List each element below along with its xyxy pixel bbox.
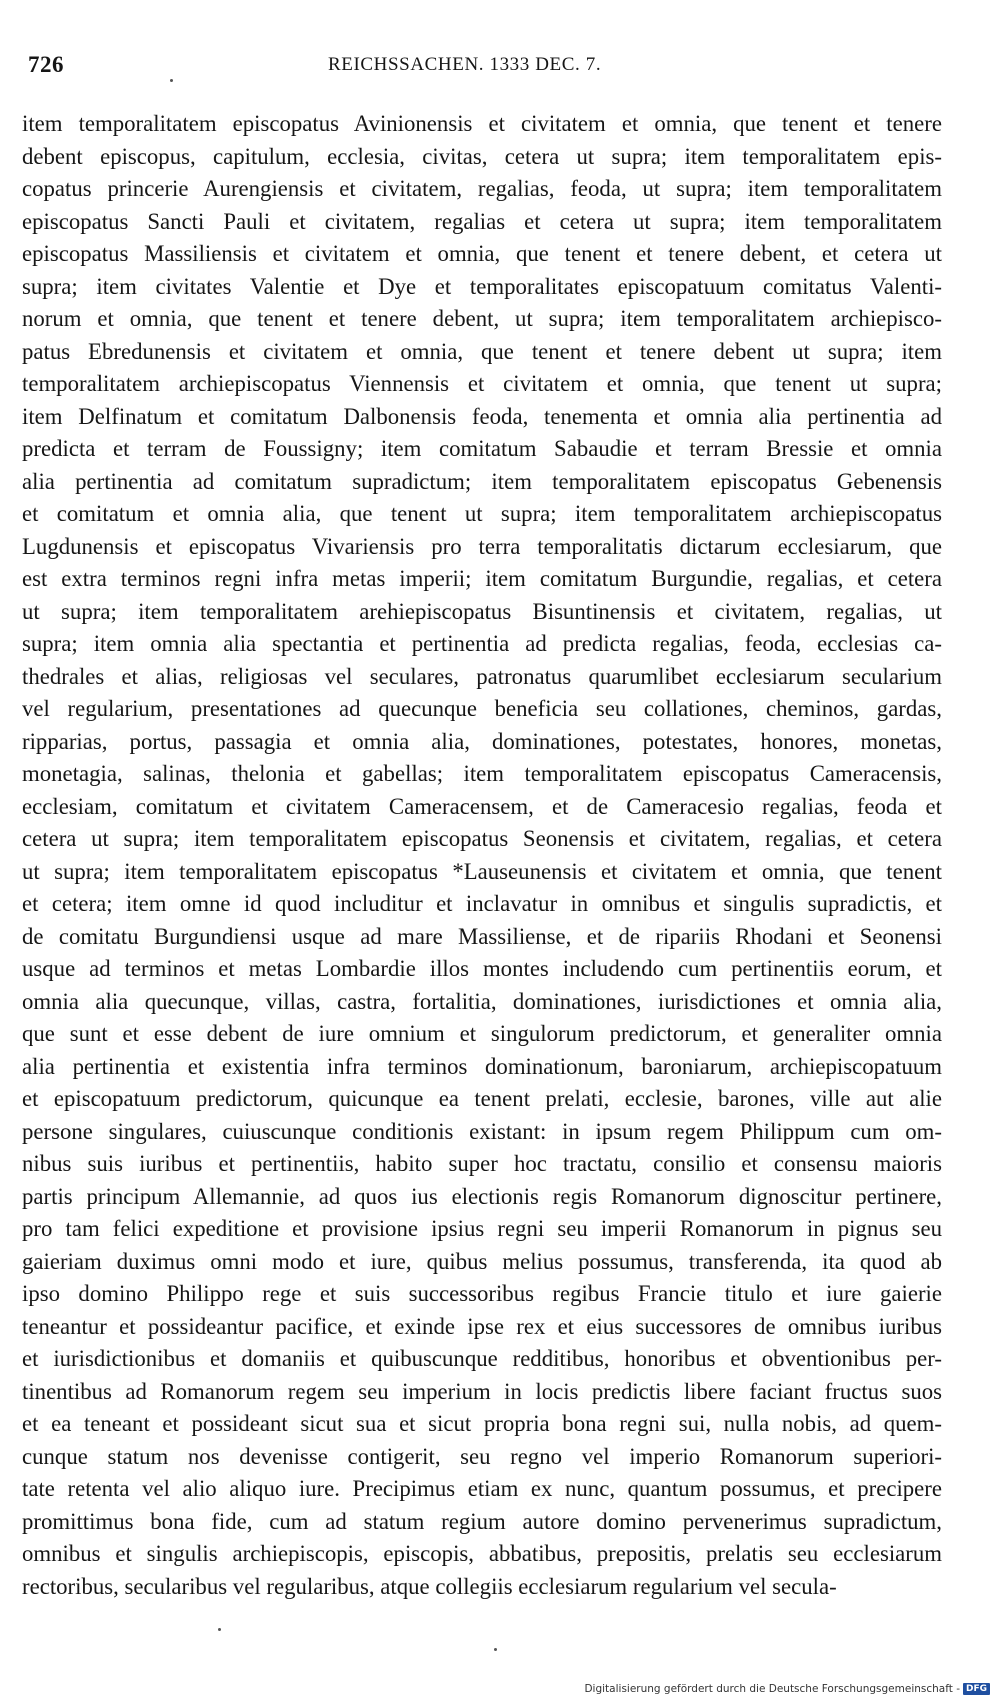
- text-line: rectoribus, secularibus vel regularibus, atque collegiis ecclesiarum regularium vel secula-: [22, 1573, 837, 1599]
- text-line: cetera ut supra; item temporalitatem episcopatus Seonensis et civitatem, regalias, et cetera: [22, 826, 942, 851]
- text-line: temporalitatem archiepiscopatus Viennensis et civitatem et omnia, que tenent ut supra;: [22, 371, 942, 396]
- text-line: predicta et terram de Foussigny; item comitatum Sabaudie et terram Bressie et omnia: [22, 436, 942, 461]
- body-text: [22, 108, 942, 1603]
- text-line: episcopatus Sancti Pauli et civitatem, regalias et cetera ut supra; item temporalitatem: [22, 208, 942, 234]
- text-line: ecclesiam, comitatum et civitatem Cameracensem, et de Cameracesio regalias, feoda et: [22, 793, 942, 819]
- text-line: supra; item omnia alia spectantia et pertinentia ad predicta regalias, feoda, ecclesias ca-: [22, 631, 942, 656]
- text-line: et episcopatuum predictorum, quicunque ea tenent prelati, ecclesie, barones, ville aut alie: [22, 1086, 942, 1111]
- text-line: et comitatum et omnia alia, que tenent ut supra; item temporalitatem archiepiscopatus: [22, 501, 942, 526]
- text-line: item temporalitatem episcopatus Avinionensis et civitatem et omnia, que tenent et tenere: [22, 111, 942, 136]
- text-line: ut supra; item temporalitatem episcopatus *Lauseunensis et civitatem et omnia, que tenent: [22, 858, 942, 884]
- print-speck: [218, 1628, 221, 1631]
- text-line: persone singulares, cuiuscunque conditionis existant: in ipsum regem Philippum cum om-: [22, 1118, 942, 1144]
- text-line: gaieriam duximus omni modo et iure, quibus melius possumus, transferenda, ita quod ab: [22, 1248, 942, 1274]
- text-line: est extra terminos regni infra metas imperii; item comitatum Burgundie, regalias, et cetera: [22, 566, 942, 591]
- text-line: cunque statum nos devenisse contigerit, seu regno vel imperio Romanorum superiori-: [22, 1443, 942, 1469]
- text-line: nibus suis iuribus et pertinentiis, habito super hoc tractatu, consilio et consensu maioris: [22, 1151, 942, 1176]
- text-line: que sunt et esse debent de iure omnium et singulorum predictorum, et generaliter omnia: [22, 1021, 942, 1046]
- text-line: thedrales et alias, religiosas vel seculares, patronatus quarumlibet ecclesiarum secularium: [22, 663, 942, 689]
- text-line: ut supra; item temporalitatem arehiepiscopatus Bisuntinensis et civitatem, regalias, ut: [22, 598, 942, 624]
- dfg-logo: DFG: [963, 1683, 990, 1695]
- text-line: et cetera; item omne id quod includitur et inclavatur in omnibus et singulis supradictis, et: [22, 891, 942, 916]
- running-head: REICHSSACHEN. 1333 DEC. 7.: [328, 54, 602, 75]
- text-line: alia pertinentia ad comitatum supradictum; item temporalitatem episcopatus Gebenensis: [22, 468, 942, 494]
- text-line: Lugdunensis et episcopatus Vivariensis pro terra temporalitatis dictarum ecclesiarum, que: [22, 533, 942, 559]
- text-line: de comitatu Burgundiensi usque ad mare Massiliense, et de ripariis Rhodani et Seonensi: [22, 923, 942, 949]
- footer-credit-text: Digitalisierung gefördert durch die Deutsche Forschungsgemeinschaft -: [584, 1683, 960, 1695]
- text-line: et ea teneant et possideant sicut sua et sicut propria bona regni sui, nulla nobis, ad quem-: [22, 1411, 942, 1436]
- text-line: et iurisdictionibus et domaniis et quibuscunque redditibus, honoribus et obventionibus per-: [22, 1346, 942, 1371]
- print-speck: [494, 1648, 497, 1651]
- text-line: norum et omnia, que tenent et tenere debent, ut supra; item temporalitatem archiepisco-: [22, 306, 942, 331]
- text-line: pro tam felici expeditione et provisione ipsius regni seu imperii Romanorum in pignus seu: [22, 1216, 942, 1241]
- text-line: ripparias, portus, passagia et omnia alia, dominationes, potestates, honores, monetas,: [22, 728, 942, 754]
- text-line: omnia alia quecunque, villas, castra, fortalitia, dominationes, iurisdictiones et omnia alia,: [22, 988, 942, 1014]
- footer-credit: [584, 1683, 990, 1695]
- text-line: tate retenta vel alio aliquo iure. Precipimus etiam ex nunc, quantum possumus, et precipere: [22, 1476, 942, 1501]
- text-line: promittimus bona fide, cum ad statum regium autore domino pervenerimus supradictum,: [22, 1508, 942, 1534]
- text-line: usque ad terminos et metas Lombardie illos montes includendo cum pertinentiis eorum, et: [22, 956, 942, 981]
- text-line: tinentibus ad Romanorum regem seu imperium in locis predictis libere faciant fructus suos: [22, 1378, 942, 1404]
- text-line: teneantur et possideantur pacifice, et exinde ipse rex et eius successores de omnibus iuribus: [22, 1313, 942, 1339]
- text-line: monetagia, salinas, thelonia et gabellas; item temporalitatem episcopatus Cameracensis,: [22, 761, 942, 786]
- text-line: copatus princerie Aurengiensis et civitatem, regalias, feoda, ut supra; item temporalitatem: [22, 176, 942, 201]
- page-header: [28, 52, 958, 86]
- text-line: supra; item civitates Valentie et Dye et temporalitates episcopatuum comitatus Valenti-: [22, 273, 942, 299]
- text-line: partis principum Allemannie, ad quos ius electionis regis Romanorum dignoscitur pertinere,: [22, 1183, 942, 1209]
- text-line: patus Ebredunensis et civitatem et omnia, que tenent et tenere debent ut supra; item: [22, 338, 942, 364]
- text-line: episcopatus Massiliensis et civitatem et omnia, que tenent et tenere debent, et cetera ut: [22, 241, 942, 266]
- print-speck: [170, 79, 173, 82]
- text-line: ipso domino Philippo rege et suis successoribus regibus Francie titulo et iure gaierie: [22, 1281, 942, 1306]
- text-line: item Delfinatum et comitatum Dalbonensis feoda, tenementa et omnia alia pertinentia ad: [22, 403, 942, 429]
- text-line: omnibus et singulis archiepiscopis, episcopis, abbatibus, prepositis, prelatis seu ecclesiarum: [22, 1541, 942, 1566]
- text-line: debent episcopus, capitulum, ecclesia, civitas, cetera ut supra; item temporalitatem epis-: [22, 143, 942, 169]
- text-line: alia pertinentia et existentia infra terminos dominationum, baroniarum, archiepiscopatuum: [22, 1053, 942, 1079]
- page-number: 726: [28, 52, 64, 77]
- text-line: vel regularium, presentationes ad quecunque beneficia seu collationes, cheminos, gardas,: [22, 696, 942, 721]
